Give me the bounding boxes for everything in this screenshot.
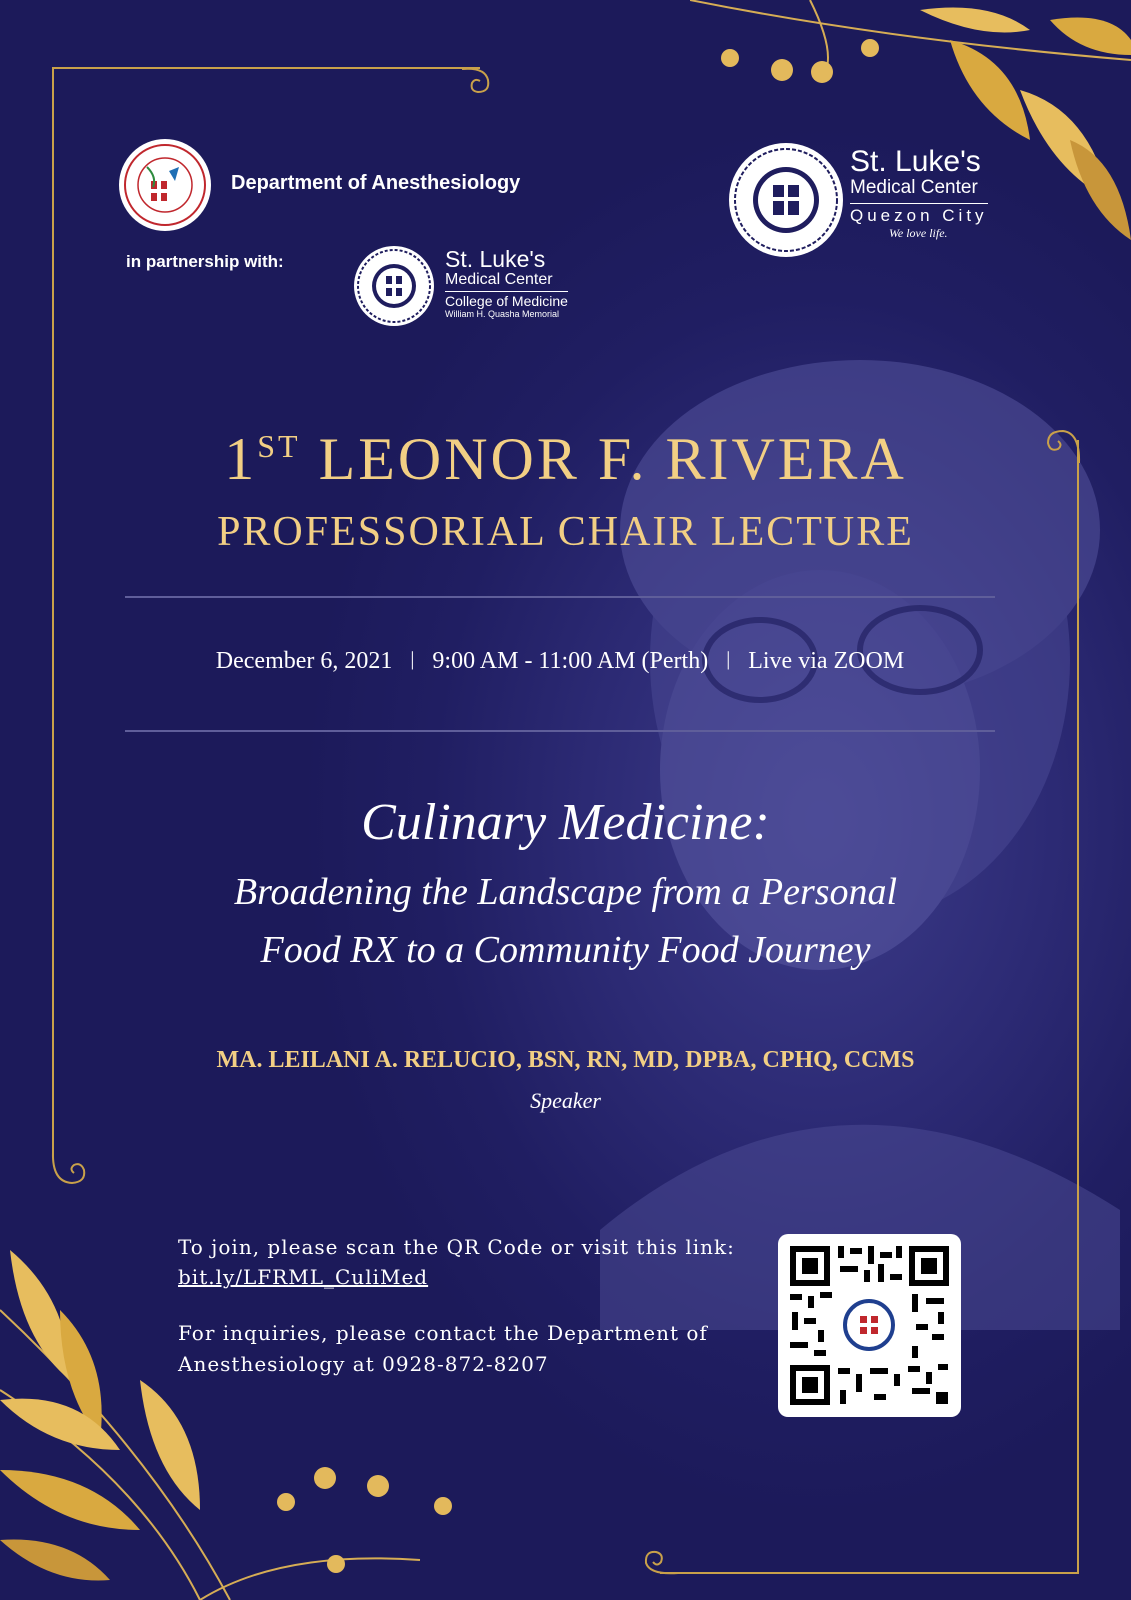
hospital-brand-tagline: We love life. <box>889 226 948 240</box>
anesthesiology-seal-icon <box>117 137 213 233</box>
event-date: December 6, 2021 <box>215 648 393 674</box>
frame-top-line <box>52 67 480 69</box>
event-details <box>120 648 1000 675</box>
department-name: Department of Anesthesiology <box>231 172 521 194</box>
college-seal-icon <box>352 244 436 328</box>
frame-right-line <box>1077 440 1079 1573</box>
topic-title: Culinary Medicine: <box>361 794 770 851</box>
divider-bottom <box>125 730 995 732</box>
inquiry-line-2: Anesthesiology at 0928-872-8207 <box>178 1352 549 1376</box>
inquiry-line-1: For inquiries, please contact the Department of <box>178 1321 708 1345</box>
frame-left-line <box>52 67 54 1157</box>
separator-2: | <box>726 648 731 670</box>
join-text: To join, please scan the QR Code or visit this link: <box>178 1235 735 1259</box>
college-brand-memorial: William H. Quasha Memorial <box>445 309 560 319</box>
college-brand-sub: Medical Center <box>445 271 553 288</box>
divider-top <box>125 596 995 598</box>
title-ordinal-number: 1 <box>224 426 258 492</box>
frame-swirl-bottom-icon <box>630 1545 680 1585</box>
join-link[interactable]: bit.ly/LFRML_CuliMed <box>178 1265 429 1289</box>
join-info <box>178 1232 735 1292</box>
hospital-brand-sub: Medical Center <box>850 177 978 198</box>
topic-subtitle <box>0 863 1131 979</box>
college-brand-name: St. Luke's <box>445 246 546 272</box>
hospital-brand-name: St. Luke's <box>850 145 981 178</box>
hospital-seal-icon <box>727 141 845 259</box>
partnership-label: in partnership with: <box>126 252 284 271</box>
college-brand-college: College of Medicine <box>445 293 568 309</box>
speaker-name: MA. LEILANI A. RELUCIO, BSN, RN, MD, DPBA, CPHQ, CCMS <box>216 1047 915 1073</box>
hospital-brand-location: Quezon City <box>850 203 988 226</box>
frame-swirl-top-icon <box>460 62 500 102</box>
qr-code-card[interactable] <box>778 1234 961 1417</box>
hospital-brand <box>850 145 988 241</box>
frame-swirl-left-icon <box>50 1150 100 1190</box>
speaker-role: Speaker <box>530 1088 601 1113</box>
event-subtitle: PROFESSORIAL CHAIR LECTURE <box>217 509 914 555</box>
frame-bottom-line <box>660 1572 1079 1574</box>
qr-code-icon <box>778 1234 961 1417</box>
topic-subtitle-line-2: Food RX to a Community Food Journey <box>260 929 871 971</box>
event-venue: Live via ZOOM <box>748 648 905 674</box>
topic-subtitle-line-1: Broadening the Landscape from a Personal <box>233 871 898 913</box>
event-title <box>0 425 1131 494</box>
event-time: 9:00 AM - 11:00 AM (Perth) <box>432 648 709 674</box>
separator-1: | <box>410 648 415 670</box>
college-brand <box>445 246 568 319</box>
inquiry-info <box>178 1318 758 1380</box>
title-ordinal-suffix: ST <box>257 428 301 464</box>
gold-leaves-bottom-left-icon <box>0 1250 470 1600</box>
title-honoree-name: LEONOR F. RIVERA <box>318 426 907 492</box>
